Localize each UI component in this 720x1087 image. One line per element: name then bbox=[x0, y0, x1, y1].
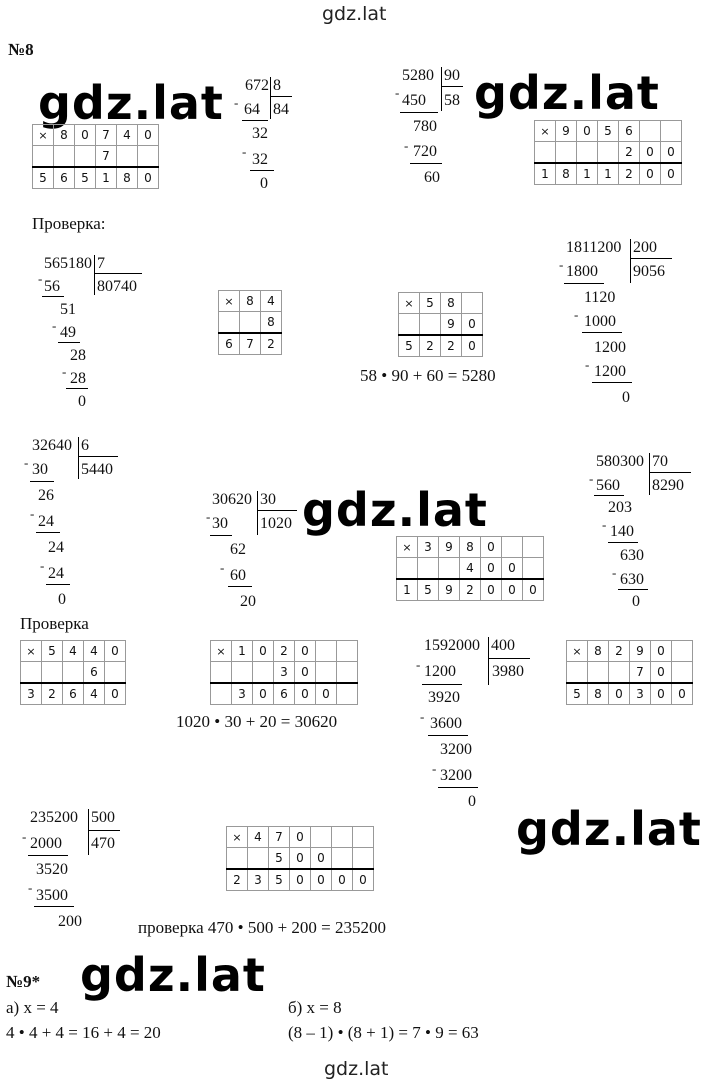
multiplication-3980-by-400: × 3 9 8 0 4 0 0 1 5 9 2 0 0 0 bbox=[396, 536, 544, 601]
divisor: 90 bbox=[444, 67, 460, 84]
divisor: 6 bbox=[81, 437, 89, 454]
division-step: 0 bbox=[58, 591, 66, 608]
division-step: 32 bbox=[252, 125, 268, 142]
check-label-1: Проверка: bbox=[32, 214, 106, 233]
multiplication-84-by-8: × 8 4 8 6 7 2 bbox=[218, 290, 282, 355]
divisor: 7 bbox=[97, 255, 105, 272]
division-step: 1800 bbox=[566, 263, 598, 280]
dividend: 1592000 bbox=[424, 637, 480, 654]
division-step: 630 bbox=[620, 571, 644, 588]
division-step: 3500 bbox=[36, 887, 68, 904]
multiplication-9056-by-200: × 9 0 5 6 2 0 0 1 8 1 1 2 0 0 bbox=[534, 120, 682, 185]
division-step: 62 bbox=[230, 541, 246, 558]
quotient: 5440 bbox=[81, 461, 113, 478]
division-step: 3600 bbox=[430, 715, 462, 732]
division-step: 24 bbox=[38, 513, 54, 530]
division-step: 3920 bbox=[428, 689, 460, 706]
division-step: 2000 bbox=[30, 835, 62, 852]
division-step: 200 bbox=[58, 913, 82, 930]
division-step: 64 bbox=[244, 101, 260, 118]
check-equation-1020: 1020 • 30 + 20 = 30620 bbox=[176, 712, 338, 731]
division-step: 3200 bbox=[440, 767, 472, 784]
division-step: 1000 bbox=[584, 313, 616, 330]
division-step: 49 bbox=[60, 324, 76, 341]
divisor: 400 bbox=[491, 637, 515, 654]
divisor: 70 bbox=[652, 453, 668, 470]
multiplication-8290-by-70: × 8 2 9 0 7 0 5 8 0 3 0 0 bbox=[566, 640, 693, 705]
division-step: 3200 bbox=[440, 741, 472, 758]
dividend: 672 bbox=[245, 77, 269, 94]
division-step: 20 bbox=[240, 593, 256, 610]
division-step: 28 bbox=[70, 347, 86, 364]
multiplication-470-by-500: × 4 7 0 5 0 0 2 3 5 0 0 0 0 bbox=[226, 826, 374, 891]
division-step: 56 bbox=[44, 278, 60, 295]
division-step: 0 bbox=[622, 389, 630, 406]
division-step: 24 bbox=[48, 539, 64, 556]
task-9-label: №9* bbox=[6, 972, 41, 991]
watermark-large-3: gdz.lat bbox=[302, 483, 488, 537]
division-step: 780 bbox=[413, 118, 437, 135]
division-step: 1200 bbox=[424, 663, 456, 680]
division-step: 60 bbox=[424, 169, 440, 186]
division-step: 3520 bbox=[36, 861, 68, 878]
watermark-top: gdz.lat bbox=[322, 3, 387, 25]
quotient: 3980 bbox=[492, 663, 524, 680]
division-step: 32 bbox=[252, 151, 268, 168]
check-label-2: Проверка bbox=[20, 614, 89, 633]
dividend: 565180 bbox=[44, 255, 92, 272]
division-step: 30 bbox=[32, 461, 48, 478]
task-9b-x: б) x = 8 bbox=[288, 998, 342, 1017]
task-9b-calc: (8 – 1) • (8 + 1) = 7 • 9 = 63 bbox=[288, 1023, 479, 1042]
divisor: 8 bbox=[273, 77, 281, 94]
divisor: 200 bbox=[633, 239, 657, 256]
quotient: 9056 bbox=[633, 263, 665, 280]
dividend: 30620 bbox=[212, 491, 252, 508]
division-step: 1200 bbox=[594, 339, 626, 356]
task-9a-x: а) x = 4 bbox=[6, 998, 59, 1017]
division-step: 0 bbox=[78, 393, 86, 410]
division-step: 203 bbox=[608, 499, 632, 516]
division-step: 0 bbox=[632, 593, 640, 610]
multiplication-5440-by-6: × 5 4 4 0 6 3 2 6 4 0 bbox=[20, 640, 126, 705]
quotient: 470 bbox=[91, 835, 115, 852]
division-step: 140 bbox=[610, 523, 634, 540]
quotient: 1020 bbox=[260, 515, 292, 532]
task-9a-calc: 4 • 4 + 4 = 16 + 4 = 20 bbox=[6, 1023, 161, 1042]
division-step: 720 bbox=[413, 143, 437, 160]
multiplication-80740-by-7: × 8 0 7 4 0 7 5 6 5 1 8 0 bbox=[32, 124, 159, 189]
division-step: 51 bbox=[60, 301, 76, 318]
division-step: 450 bbox=[402, 92, 426, 109]
division-step: 1120 bbox=[584, 289, 616, 306]
check-equation-58: 58 • 90 + 60 = 5280 bbox=[360, 366, 496, 385]
division-step: 30 bbox=[212, 515, 228, 532]
dividend: 32640 bbox=[32, 437, 72, 454]
watermark-large-2: gdz.lat bbox=[474, 66, 660, 120]
division-step: 1200 bbox=[594, 363, 626, 380]
check-equation-470: проверка 470 • 500 + 200 = 235200 bbox=[138, 918, 386, 937]
division-step: 0 bbox=[468, 793, 476, 810]
division-step: 0 bbox=[260, 175, 268, 192]
watermark-bottom: gdz.lat bbox=[324, 1058, 389, 1080]
division-step: 24 bbox=[48, 565, 64, 582]
dividend: 235200 bbox=[30, 809, 78, 826]
watermark-large-5: gdz.lat bbox=[80, 948, 266, 1002]
watermark-large-4: gdz.lat bbox=[516, 802, 702, 856]
divisor: 30 bbox=[260, 491, 276, 508]
divisor: 500 bbox=[91, 809, 115, 826]
quotient: 58 bbox=[444, 92, 460, 109]
division-step: 630 bbox=[620, 547, 644, 564]
multiplication-1020-by-30: × 1 0 2 0 3 0 3 0 6 0 0 bbox=[210, 640, 358, 705]
task-8-label: №8 bbox=[8, 40, 34, 59]
dividend: 5280 bbox=[402, 67, 434, 84]
quotient: 80740 bbox=[97, 278, 137, 295]
dividend: 580300 bbox=[596, 453, 644, 470]
quotient: 84 bbox=[273, 101, 289, 118]
division-step: 60 bbox=[230, 567, 246, 584]
dividend: 1811200 bbox=[566, 239, 622, 256]
division-step: 28 bbox=[70, 370, 86, 387]
division-step: 560 bbox=[596, 477, 620, 494]
watermark-large-1: gdz.lat bbox=[38, 76, 224, 130]
quotient: 8290 bbox=[652, 477, 684, 494]
division-step: 26 bbox=[38, 487, 54, 504]
multiplication-58-by-90: × 5 8 9 0 5 2 2 0 bbox=[398, 292, 483, 357]
